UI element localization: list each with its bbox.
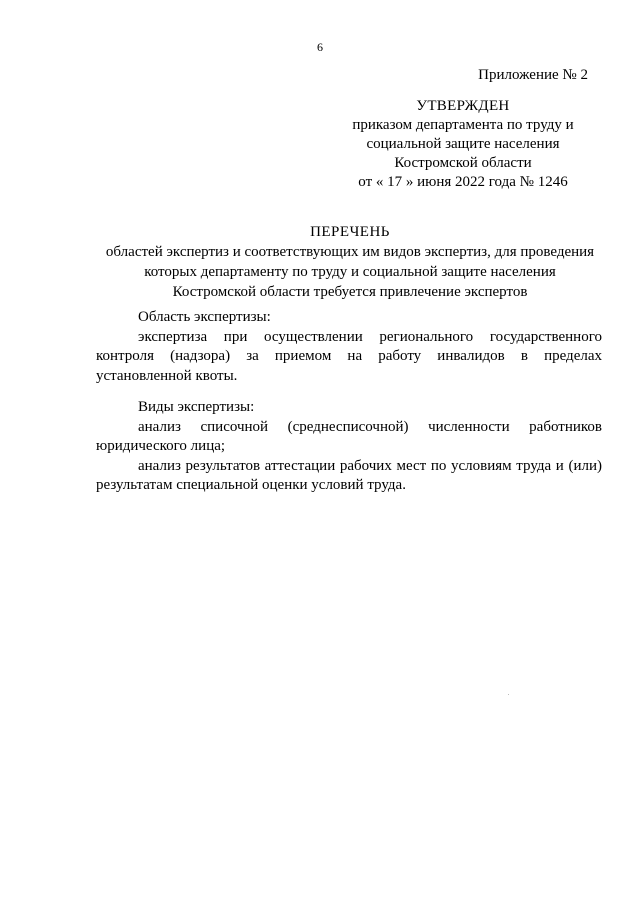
approval-block xyxy=(318,66,608,192)
expertise-scope-label: Область экспертизы: xyxy=(138,309,271,325)
expertise-scope-text: экспертиза при осуществлении регионального государственного контроля (надзора) за приемом на работу инвалидов в пределах установленной квоты. xyxy=(96,328,602,384)
approved-heading: УТВЕРЖДЕН xyxy=(416,98,510,114)
approval-date-line: от « 17 » июня 2022 года № 1246 xyxy=(358,174,568,190)
expertise-types-label: Виды экспертизы: xyxy=(138,399,255,415)
title-line: которых департаменту по труду и социальной защите населения xyxy=(144,264,556,280)
page-number: 6 xyxy=(317,40,323,54)
approval-line: Костромской области xyxy=(394,155,532,171)
document-title: ПЕРЕЧЕНЬ xyxy=(310,224,390,240)
expertise-type-item: анализ результатов аттестации рабочих мест по условиям труда и (или) результатам специальной оценки условий труда. xyxy=(96,457,602,493)
title-line: Костромской области требуется привлечение экспертов xyxy=(172,284,528,300)
expertise-scope-section xyxy=(96,308,602,386)
approval-line: социальной защите населения xyxy=(366,136,560,152)
scan-speck xyxy=(508,694,509,695)
expertise-type-item: анализ списочной (среднесписочной) численности работников юридического лица; xyxy=(96,418,602,454)
appendix-label: Приложение № 2 xyxy=(478,67,588,83)
title-line: областей экспертиз и соответствующих им видов экспертиз, для проведения xyxy=(105,244,595,260)
document-title-block xyxy=(70,222,630,302)
approval-line: приказом департамента по труду и xyxy=(352,117,574,133)
expertise-types-section xyxy=(96,398,602,496)
